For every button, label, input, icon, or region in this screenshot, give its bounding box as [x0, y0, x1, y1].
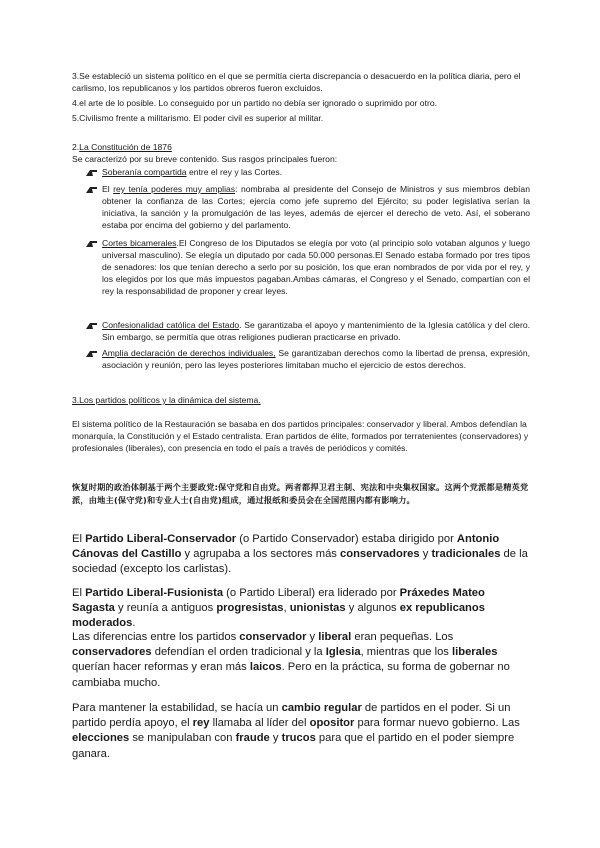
list-item	[86, 319, 530, 343]
text: defendían el orden tradicional y la	[151, 646, 326, 659]
text: querían hacer reformas y eran más	[72, 661, 250, 674]
text: y	[419, 548, 432, 561]
list-item	[86, 183, 530, 231]
pen-hand-icon	[86, 168, 97, 176]
item-lead: Confesionalidad católica del Estado	[102, 320, 240, 330]
text: llamaba al líder del	[209, 717, 310, 730]
text: y	[269, 732, 282, 745]
bold-text: rey	[192, 717, 210, 730]
bold-text: Partido Liberal-Fusionista	[85, 587, 224, 599]
text: de partidos en el poder. Si un partido perdía apoyo, el	[72, 702, 511, 730]
item-text: Se garantizaban derechos como la libertad de prensa, expresión, asociación y reunión, pero las leyes posteriores limitaban mucho el ejercicio de estos derechos.	[102, 348, 530, 370]
pen-hand-icon	[86, 321, 97, 329]
point-5: 5.Civilismo frente a militarismo. El poder civil es superior al militar.	[72, 113, 324, 123]
bold-text: unionistas	[289, 602, 346, 615]
parties-heading: 3.Los partidos políticos y la dinámica del sistema.	[72, 395, 261, 405]
list-item	[86, 166, 530, 178]
text: eran pequeñas. Los	[351, 631, 454, 643]
bold-text: cambio regular	[281, 702, 362, 714]
bold-text: ex republicanos moderados	[72, 602, 485, 630]
text: El	[72, 533, 86, 545]
bold-text: trucos	[281, 732, 316, 745]
bold-text: fraude	[235, 732, 270, 745]
bold-text: Antonio Cánovas del Castillo	[72, 533, 500, 561]
constitution-title: La Constitución de 1876	[79, 142, 172, 152]
text: y	[306, 631, 319, 643]
text: para que el partido en el poder siempre ganara.	[72, 732, 515, 760]
text: Para mantener la estabilidad, se hacía un	[72, 702, 282, 714]
constitution-heading	[72, 141, 530, 165]
constitution-intro: Se caracterizó por su breve contenido. Sus rasgos principales fueron:	[72, 154, 338, 164]
text: (o Partido Liberal) era liderado por	[223, 587, 400, 599]
item-text: .El Congreso de los Diputados se elegía por voto (al principio solo votaban algunos y luego universal masculino). Se elegía un diputado por cada 50.000 personas.El Senado estaba formado por tres tipos de senadores: los que tenían derecho a serlo por su posición, los que eran nombrados de por vida por el rey, y los elegidos por los que más impuestos pagaban.Ambas cámaras, el Congreso y el Senado, compartían con el rey la responsabilidad de proponer y crear leyes.	[102, 238, 530, 296]
text: ,	[283, 602, 290, 615]
paragraph-conservador	[72, 532, 530, 578]
bold-text: Iglesia	[325, 646, 361, 659]
item-lead: Soberanía compartida	[102, 167, 187, 177]
bold-text: liberales	[452, 646, 498, 659]
text: .	[132, 617, 136, 630]
text: , mientras que los	[360, 646, 453, 659]
item-text: . Se garantizaba el apoyo y mantenimiento de la Iglesia católica y del clero. Sin embargo, se permitía que otras religiones pudieran practicarse en privado.	[102, 320, 530, 342]
bold-text: Práxedes Mateo Sagasta	[72, 587, 485, 615]
item-prefix: El	[102, 184, 114, 194]
bold-text: conservadores	[72, 646, 152, 659]
text: Las diferencias entre los partidos	[72, 631, 240, 643]
text: El	[72, 587, 86, 599]
item-text: : nombraba al presidente del Consejo de Ministros y sus miembros debían obtener la confianza de las Cortes; ejercía como jefe supremo del Ejército; su poder legislativa serían la iniciativa, la sanción y la promulgación de las leyes, además de ejercer el derecho de veto. Así, el soberano estaba por encima del gobierno y del parlamento.	[102, 184, 530, 230]
item-text: entre el rey y las Cortes.	[186, 167, 283, 177]
bold-text: conservador	[239, 631, 307, 643]
pen-hand-icon	[86, 349, 97, 357]
pen-hand-icon	[86, 239, 97, 247]
list-item	[86, 347, 530, 371]
paragraph-fusionista	[72, 586, 530, 632]
text: para formar nuevo gobierno. Las	[354, 717, 520, 730]
parties-intro: El sistema político de la Restauración se basaba en dos partidos principales: conservador y liberal. Ambos defendían la monarquía, la Constitución y el Estado centralista. Eran partidos de élite, formados por terratenientes (conservadores) y profesionales (liberales), con presencia en todo el país a través de periódicos y comités.	[72, 419, 529, 453]
text: se manipulaban con	[129, 732, 236, 745]
text: (o Partido Conservador) estaba dirigido por	[236, 533, 457, 545]
item-lead: Cortes bicamerales	[102, 238, 177, 248]
item-lead: Amplia declaración de derechos individuales,	[102, 348, 276, 358]
text: y agrupaba a los sectores más	[181, 548, 341, 561]
pen-hand-icon	[86, 185, 97, 193]
bold-text: conservadores	[340, 548, 420, 561]
point-3: 3.Se estableció un sistema político en el que se permitía cierta discrepancia o desacuerdo en la política diaria, pero el carlismo, los republicanos y los partidos obreros fueron excluidos.	[72, 71, 521, 93]
text: . Pero en la práctica, su forma de gobernar no cambiaba mucho.	[72, 661, 510, 689]
paragraph-diferencias	[72, 630, 530, 691]
item-lead: rey tenía poderes muy amplias	[113, 184, 236, 194]
numbered-points	[72, 70, 530, 124]
bold-text: elecciones	[72, 732, 130, 745]
bold-text: laicos	[249, 661, 282, 674]
bold-text: progresistas	[216, 602, 284, 615]
bold-text: Partido Liberal-Conservador	[85, 533, 237, 545]
chinese-translation: 恢复时期的政治体制基于两个主要政党:保守党和自由党。两者都捍卫君主制、宪法和中央集权国家。这两个党派都是精英党派，由地主(保守党)和专业人士(自由党)组成，通过报纸和委员会在全国范围内都有影响力。	[72, 482, 529, 505]
bold-text: opositor	[309, 717, 355, 730]
text: y reunía a antiguos	[114, 602, 217, 615]
bold-text: tradicionales	[431, 548, 501, 561]
point-4: 4.el arte de lo posible. Lo conseguido por un partido no debía ser ignorado o suprimido por otro.	[72, 98, 437, 108]
list-item	[86, 237, 530, 297]
text: de la sociedad (excepto los carlistas).	[72, 548, 528, 576]
paragraph-estabilidad	[72, 701, 530, 762]
constitution-number: 2.	[72, 142, 80, 152]
text: y algunos	[345, 602, 400, 615]
bold-text: liberal	[318, 631, 352, 643]
